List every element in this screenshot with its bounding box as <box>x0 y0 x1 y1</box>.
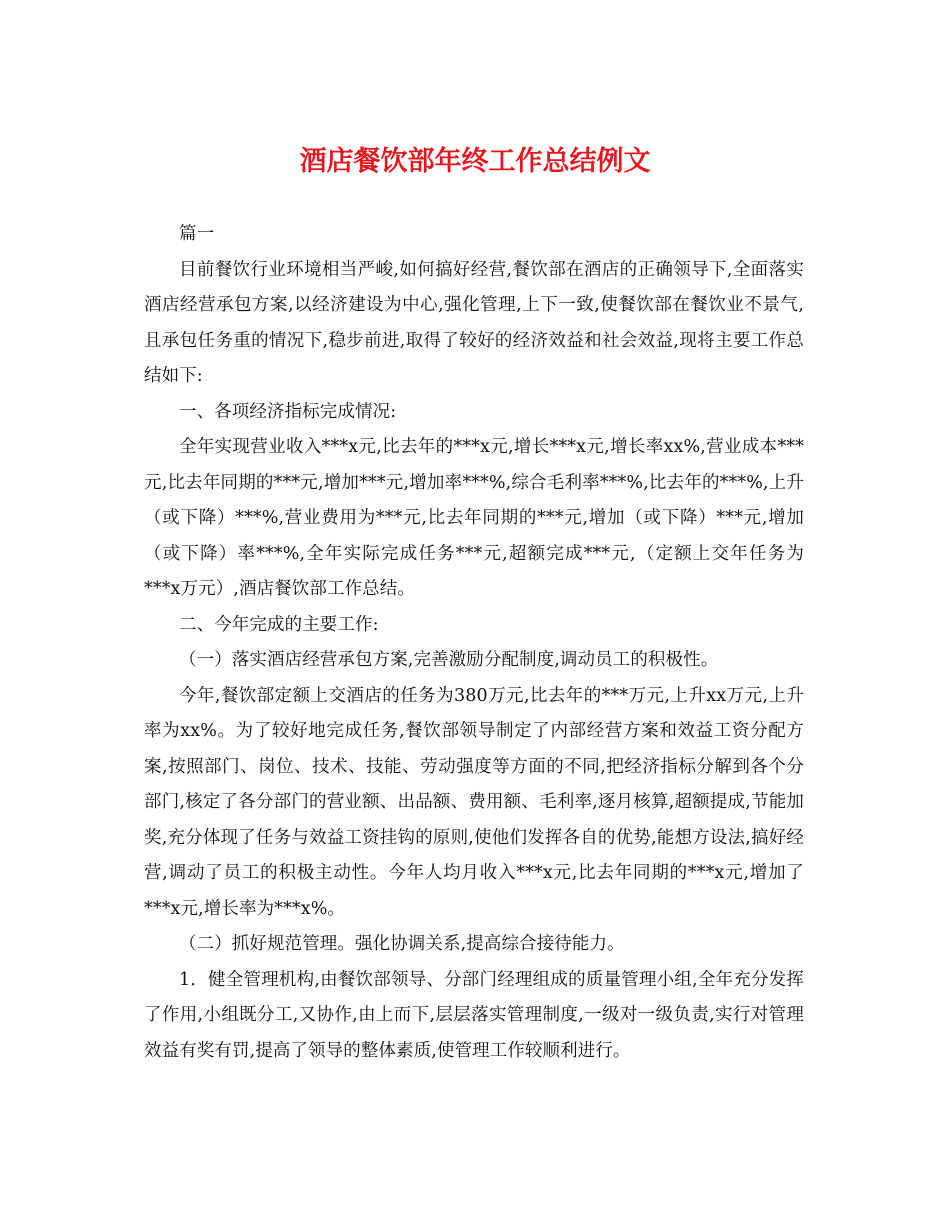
subheading-contract-scheme: （一）落实酒店经营承包方案,完善激励分配制度,调动员工的积极性。 <box>179 650 719 670</box>
document-title: 酒店餐饮部年终工作总结例文 <box>299 146 651 177</box>
paragraph-economic-indicators: 全年实现营业收入***x元,比去年的***x元,增长***x元,增长率xx%,营业成本***元,比去年同期的***元,增加***元,增加率***%,综合毛利率***%,比去年的***%,上升（或下降）***%,营业费用为***元,比去年同期的***元,增加（或下降）***元,增加（或下降）率***%,全年实际完成任务***元,超额完成***元,（定额上交年任务为***x万元）,酒店餐饮部工作总结。 <box>144 437 804 599</box>
paragraph-intro: 目前餐饮行业环境相当严峻,如何搞好经营,餐饮部在酒店的正确领导下,全面落实酒店经营承包方案,以经济建设为中心,强化管理,上下一致,使餐饮部在餐饮业不景气,且承包任务重的情况下,稳步前进,取得了较好的经济效益和社会效益,现将主要工作总结如下: <box>144 259 804 386</box>
paragraph-contract-scheme: 今年,餐饮部定额上交酒店的任务为380万元,比去年的***万元,上升xx万元,上升率为xx%。为了较好地完成任务,餐饮部领导制定了内部经营方案和效益工资分配方案,按照部门、岗位、技术、技能、劳动强度等方面的不同,把经济指标分解到各个分部门,核定了各分部门的营业额、出品额、费用额、毛利率,逐月核算,超额提成,节能加奖,充分体现了任务与效益工资挂钩的原则,使他们发挥各自的优势,能想方设法,搞好经营,调动了员工的积极主动性。今年人均月收入***x元,比去年同期的***x元,增加了***x元,增长率为***x%。 <box>144 685 804 919</box>
heading-main-work: 二、今年完成的主要工作: <box>179 614 379 635</box>
subheading-standard-management: （二）抓好规范管理。强化协调关系,提高综合接待能力。 <box>179 934 625 954</box>
heading-economic-indicators: 一、各项经济指标完成情况: <box>179 401 397 422</box>
paragraph-management-structure: 1．健全管理机构,由餐饮部领导、分部门经理组成的质量管理小组,全年充分发挥了作用,小组既分工,又协作,由上而下,层层落实管理制度,一级对一级负责,实行对管理效益有奖有罚,提高了领导的整体素质,使管理工作较顺利进行。 <box>144 969 804 1061</box>
document-body <box>144 217 804 1069</box>
paragraph-section-label: 篇一 <box>179 224 215 244</box>
